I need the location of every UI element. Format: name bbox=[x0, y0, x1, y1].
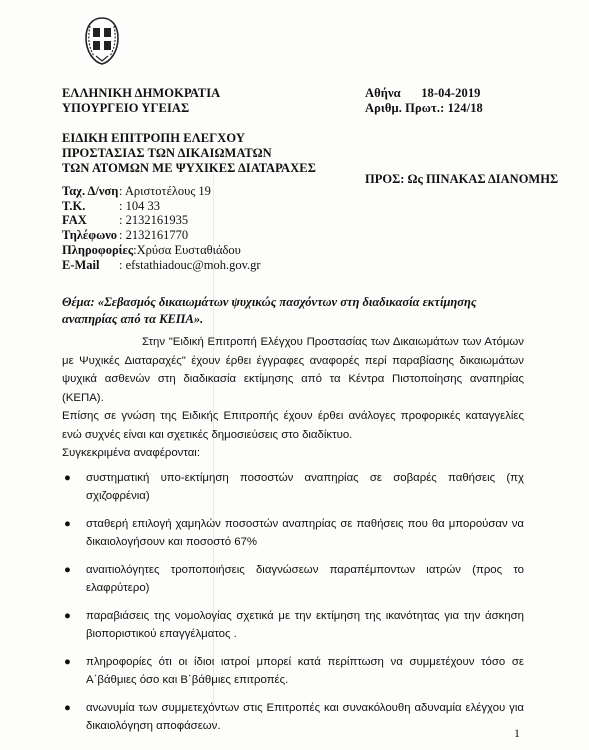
bullet-icon: ● bbox=[64, 609, 71, 622]
recipient: ΠΡΟΣ: Ως ΠΙΝΑΚΑΣ ΔΙΑΝΟΜΗΣ bbox=[365, 172, 559, 186]
email-label: E-Mail bbox=[62, 257, 100, 272]
page-number: 1 bbox=[514, 726, 520, 740]
contact-postal bbox=[62, 199, 261, 214]
org-line: ΥΠΟΥΡΓΕΙΟ ΥΓΕΙΑΣ bbox=[62, 101, 190, 115]
address-label: Ταχ. Δ/νση bbox=[62, 184, 119, 198]
org-line: ΕΛΛΗΝΙΚΗ ΔΗΜΟΚΡΑΤΙΑ bbox=[62, 86, 221, 100]
phone-label: Τηλέφωνο bbox=[62, 228, 118, 243]
committee-line: ΤΩΝ ΑΤΟΜΩΝ ΜΕ ΨΥΧΙΚΕΣ ΔΙΑΤΑΡΑΧΕΣ bbox=[62, 161, 317, 175]
date: 18-04-2019 bbox=[421, 86, 481, 100]
date-block bbox=[365, 86, 483, 116]
contact-address bbox=[62, 184, 261, 199]
list-item: ● σταθερή επιλογή χαμηλών ποσοστών αναπηρίας σε παθήσεις που θα μπορούσαν να δικαιολογήσουν και ποσοστό 67% bbox=[86, 515, 524, 552]
list-item: ● ανωνυμία των συμμετεχόντων στις Επιτροπές και συνακόλουθη αδυναμία ελέγχου για δικαιολόγηση αποφάσεων. bbox=[86, 699, 524, 736]
contact-email bbox=[62, 258, 261, 273]
bullet-icon: ● bbox=[64, 701, 71, 714]
email-value: : efstathiadouc@moh.gov.gr bbox=[119, 257, 261, 272]
contact-phone bbox=[62, 228, 261, 243]
bullet-icon: ● bbox=[64, 655, 71, 668]
list-item: ● συστηματική υπο-εκτίμηση ποσοστών αναπηρίας σε σοβαρές παθήσεις (πχ σχιζοφρένια) bbox=[86, 469, 524, 506]
protocol-number: Αριθμ. Πρωτ.: 124/18 bbox=[365, 101, 483, 115]
list-item: ● πληροφορίες ότι οι ίδιοι ιατροί μπορεί κατά περίπτωση να συμμετέχουν τόσο σε Α΄βάθμιες όσο και Β΄βάθμιες επιτροπές. bbox=[86, 653, 524, 690]
org-header bbox=[62, 86, 220, 116]
fax-value: : 2132161935 bbox=[119, 213, 189, 228]
postal-value: : 104 33 bbox=[119, 198, 160, 213]
bullet-icon: ● bbox=[64, 563, 71, 576]
postal-label: Τ.Κ. bbox=[62, 198, 86, 213]
paragraph: Συγκεκριμένα αναφέρονται: bbox=[62, 447, 200, 459]
list-item: ● αναιτιολόγητες τροποποιήσεις διαγνώσεων παραπέμποντων ιατρών (προς το ελαφρύτερο) bbox=[86, 561, 524, 598]
paragraph: Στην "Ειδική Επιτροπή Ελέγχου Προστασίας των Δικαιωμάτων των Ατόμων με Ψυχικές Διαταραχές" έχουν έρθει έγγραφες αναφορές περί παραβίασης δικαιωμάτων ψυχικά ασθενών στη διαδικασία εκτίμησης από τα Κέντρα Πιστοποίησης αναπηρίας (ΚΕΠΑ). bbox=[62, 336, 524, 404]
contact-info bbox=[62, 243, 261, 258]
list-item: ● παραβιάσεις της νομολογίας σχετικά με την εκτίμηση της ικανότητας για την άσκηση βιοποριστικού επαγγέλματος . bbox=[86, 607, 524, 644]
contact-fax bbox=[62, 213, 261, 228]
info-value: :Χρύσα Ευσταθιάδου bbox=[133, 242, 241, 257]
committee-header bbox=[62, 131, 316, 176]
address-value: : Αριστοτέλους 19 bbox=[119, 184, 211, 198]
bullet-icon: ● bbox=[64, 471, 71, 484]
info-label: Πληροφορίες bbox=[62, 242, 134, 257]
committee-line: ΕΙΔΙΚΗ ΕΠΙΤΡΟΠΗ ΕΛΕΓΧΟΥ bbox=[62, 131, 246, 145]
bullet-icon: ● bbox=[64, 517, 71, 530]
letter-body bbox=[62, 333, 524, 745]
greek-emblem-icon bbox=[82, 16, 122, 66]
phone-value: : 2132161770 bbox=[119, 228, 189, 243]
issues-list bbox=[62, 469, 524, 736]
subject-line: Θέμα: «Σεβασμός δικαιωμάτων ψυχικώς πασχόντων στη διαδικασία εκτίμησης αναπηρίας από τα ΚΕΠΑ». bbox=[62, 295, 477, 326]
place: Αθήνα bbox=[365, 86, 401, 100]
contact-block bbox=[62, 184, 261, 272]
committee-line: ΠΡΟΣΤΑΣΙΑΣ ΤΩΝ ΔΙΚΑΙΩΜΑΤΩΝ bbox=[62, 146, 272, 160]
paragraph: Επίσης σε γνώση της Ειδικής Επιτροπής έχουν έρθει ανάλογες προφορικές καταγγελίες ενώ συχνές είναι και σχετικές δημοσιεύσεις στο διαδίκτυο. bbox=[62, 410, 524, 441]
fax-label: FAX bbox=[62, 213, 87, 228]
